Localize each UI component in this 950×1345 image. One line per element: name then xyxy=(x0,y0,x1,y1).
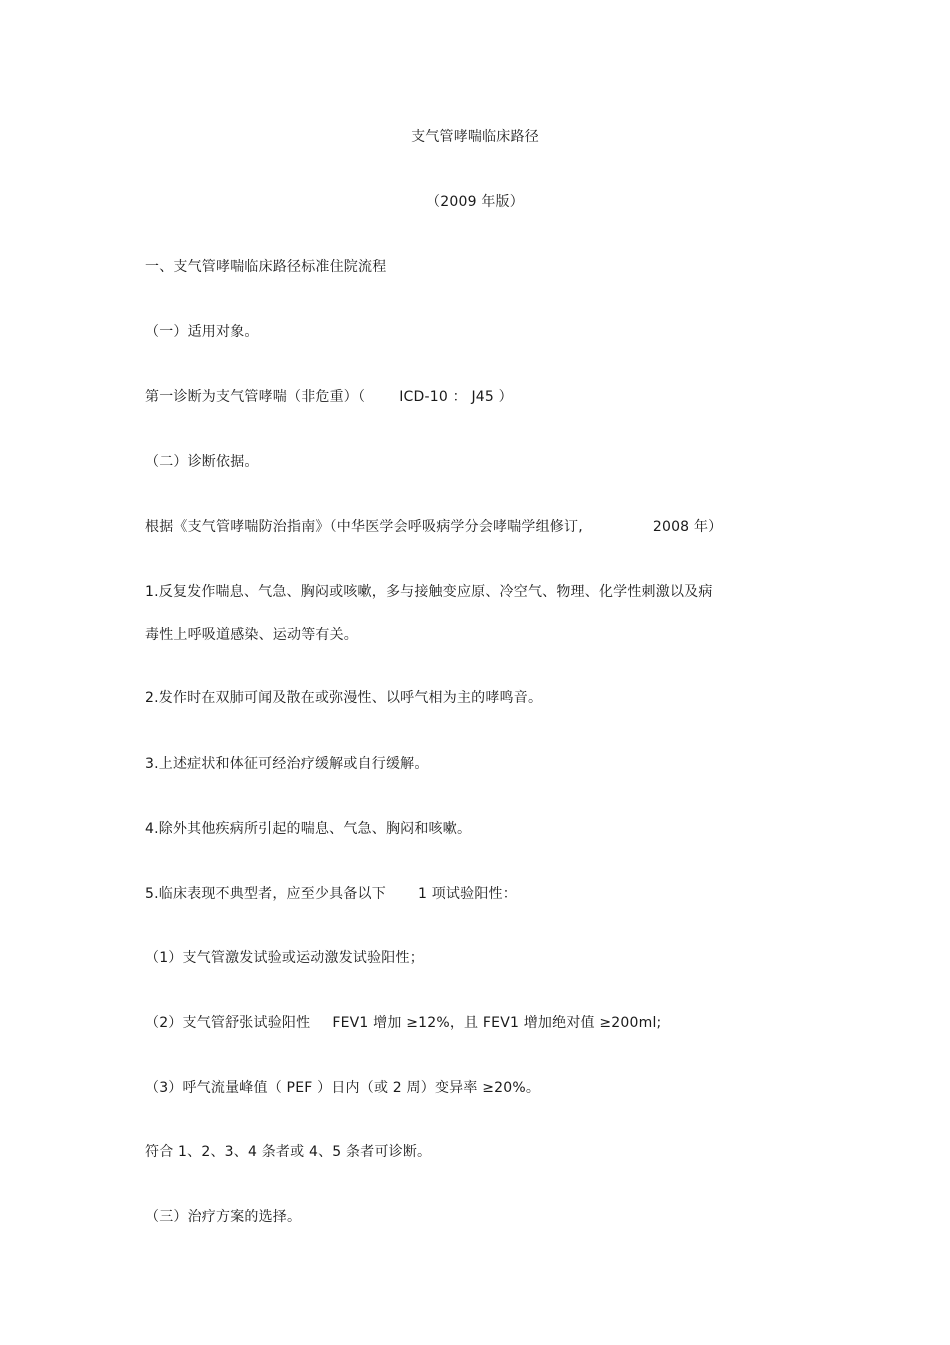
criterion-1-line-2: 毒性上呼吸道感染、运动等有关。 xyxy=(145,627,358,643)
criterion-1-line-1: 1.反复发作喘息、气急、胸闷或咳嗽，多与接触变应原、冷空气、物理、化学性刺激以及病 xyxy=(145,584,713,600)
subsection-heading-applicable: （一）适用对象。 xyxy=(145,324,259,340)
test-2-values: FEV1 增加 ≥12%，且 FEV1 增加绝对值 ≥200ml; xyxy=(332,1015,662,1031)
document-edition: （2009 年版） xyxy=(426,194,524,210)
guideline-year: 2008 年） xyxy=(652,519,723,535)
diagnosis-definition xyxy=(145,387,513,407)
test-2 xyxy=(145,1013,661,1033)
test-3: （3）呼气流量峰值（ PEF ）日内（或 2 周）变异率 ≥20%。 xyxy=(145,1080,541,1096)
criterion-5 xyxy=(145,884,517,904)
criterion-4: 4.除外其他疾病所引起的喘息、气急、胸闷和咳嗽。 xyxy=(145,821,472,837)
criterion-2: 2.发作时在双肺可闻及散在或弥漫性、以呼气相为主的哮鸣音。 xyxy=(145,690,543,706)
diagnosis-conclusion: 符合 1、2、3、4 条者或 4、5 条者可诊断。 xyxy=(145,1144,432,1160)
subsection-heading-treatment: （三）治疗方案的选择。 xyxy=(145,1209,302,1225)
guideline-reference-text: 根据《支气管哮喘防治指南》（中华医学会呼吸病学分会哮喘学组修订, xyxy=(145,519,583,535)
criterion-3: 3.上述症状和体征可经治疗缓解或自行缓解。 xyxy=(145,756,429,772)
criterion-5-requirement: 1 项试验阳性： xyxy=(417,886,517,902)
section-heading-1: 一、支气管哮喘临床路径标准住院流程 xyxy=(145,259,387,275)
criterion-5-text: 5.临床表现不典型者，应至少具备以下 xyxy=(145,886,386,902)
guideline-reference xyxy=(145,517,722,537)
test-1: （1）支气管激发试验或运动激发试验阳性； xyxy=(145,950,424,966)
icd-code: ICD-10 ： J45 ） xyxy=(399,389,513,405)
diagnosis-definition-text: 第一诊断为支气管哮喘（非危重）（ xyxy=(145,389,366,405)
test-2-text: （2）支气管舒张试验阳性 xyxy=(145,1015,311,1031)
document-title: 支气管哮喘临床路径 xyxy=(411,129,539,145)
subsection-heading-diagnosis: （二）诊断依据。 xyxy=(145,454,259,470)
